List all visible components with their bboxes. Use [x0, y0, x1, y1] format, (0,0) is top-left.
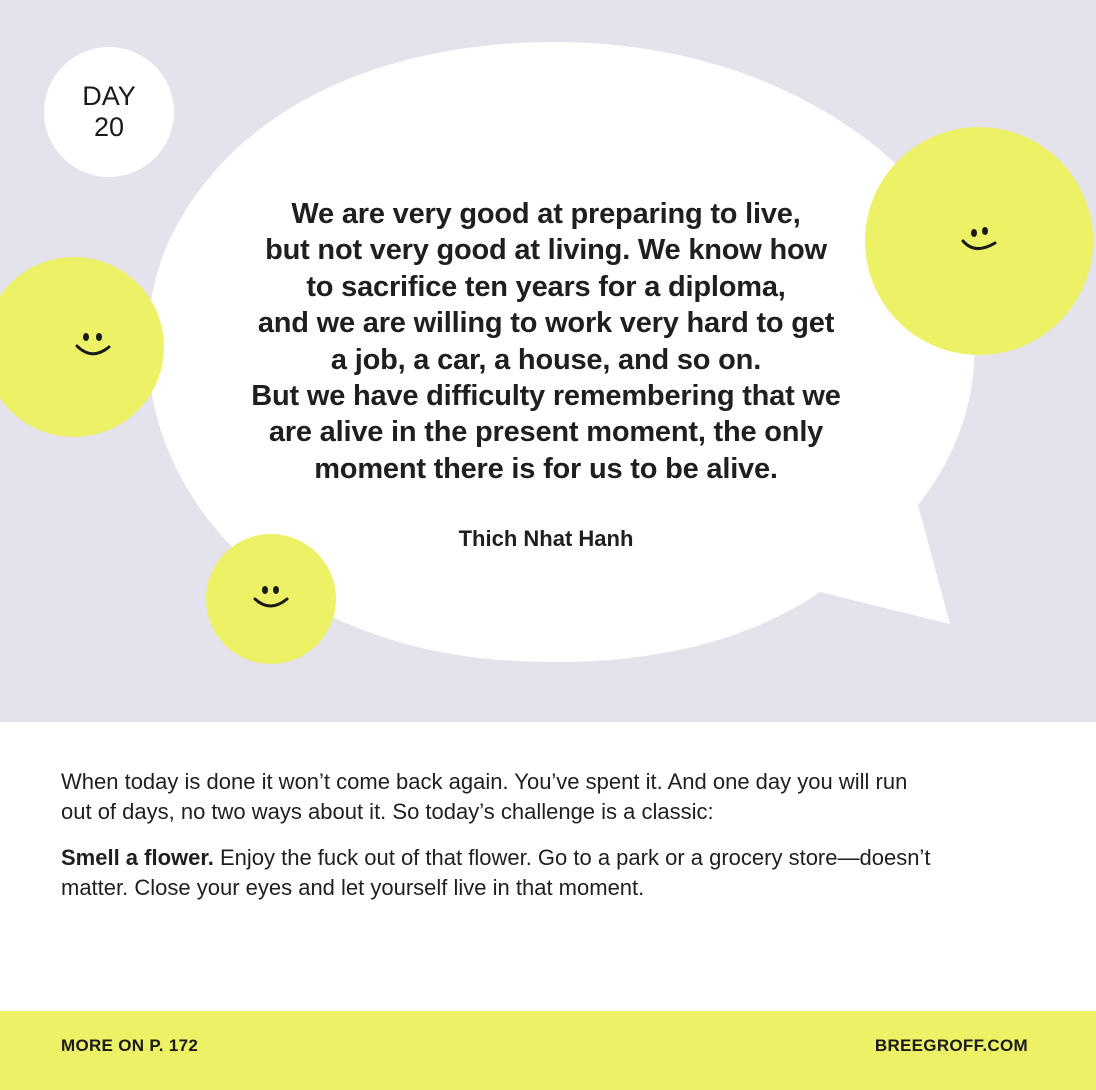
- paragraph-line: [61, 843, 1041, 873]
- day-badge-label: DAY: [82, 81, 136, 111]
- challenge-description: [61, 767, 1041, 903]
- smiley-face-icon: [251, 583, 291, 615]
- website-url: BREEGROFF.COM: [874, 1036, 1028, 1055]
- quote-line: and we are willing to work very hard to get: [257, 307, 835, 340]
- challenge-paragraph: [61, 843, 1041, 903]
- paragraph-line: When today is done it won’t come back again. You’ve spent it. And one day you will run: [61, 769, 908, 794]
- quote-line: moment there is for us to be alive.: [314, 452, 778, 485]
- quote-text: [200, 196, 892, 487]
- quote-line: but not very good at living. We know how: [265, 234, 827, 267]
- day-badge-number: 20: [93, 112, 125, 142]
- challenge-title: Smell a flower.: [61, 845, 214, 870]
- smiley-face-icon: [959, 225, 999, 257]
- footer-bar: [0, 1011, 1096, 1090]
- quote-line: We are very good at preparing to live,: [291, 198, 801, 230]
- challenge-text: Enjoy the fuck out of that flower. Go to a park or a grocery store—doesn’t: [213, 845, 931, 870]
- smiley-right: [865, 127, 1093, 355]
- page-reference: MORE ON P. 172: [61, 1036, 199, 1055]
- intro-paragraph: [61, 767, 1041, 827]
- paragraph-line: matter. Close your eyes and let yourself live in that moment.: [61, 875, 645, 900]
- smiley-bottom: [206, 534, 336, 664]
- quote-line: a job, a car, a house, and so on.: [330, 343, 762, 376]
- quote-author: Thich Nhat Hanh: [458, 526, 634, 551]
- paragraph-line: out of days, no two ways about it. So today’s challenge is a classic:: [61, 799, 714, 824]
- smiley-face-icon: [73, 331, 113, 363]
- quote-line: But we have difficulty remembering that we: [251, 380, 841, 413]
- quote-line: to sacrifice ten years for a diploma,: [306, 270, 786, 303]
- day-badge: [44, 47, 174, 177]
- quote-line: are alive in the present moment, the only: [268, 416, 824, 449]
